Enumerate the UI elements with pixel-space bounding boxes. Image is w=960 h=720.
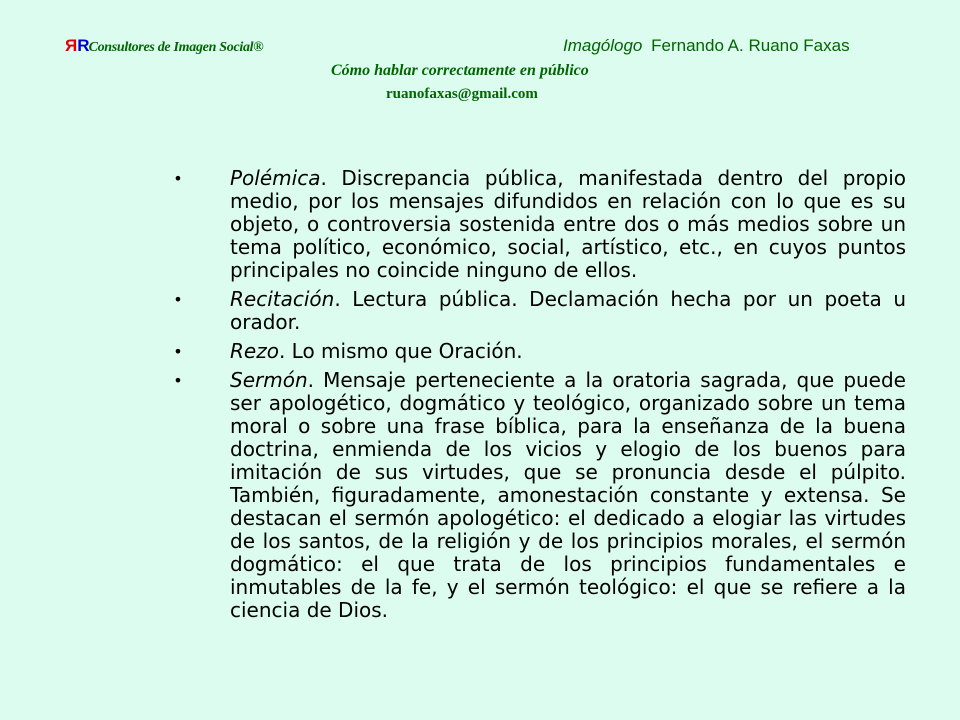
author-header [563,35,850,57]
glossary-entry-recitacion [168,288,906,334]
entry-definition: . Lectura pública. Declamación hecha por un poeta u orador. [230,287,906,334]
glossary-entry-polemica [168,167,906,282]
entry-definition: . Mensaje perteneciente a la oratoria sagrada, que puede ser apologético, dogmático y teológico, organizado sobre un tema moral o sobre una frase bíblica, para la enseñanza de la buena doctrina, enmienda de los vicios y elogio de los buenos para imitación de sus virtudes, que se pronuncia desde el púlpito. También, figuradamente, amonestación constante y extensa. Se destacan el sermón apologético: el dedicado a elogiar las virtudes de los santos, de la religión y de los principios morales, el sermón dogmático: el que trata de los principios fundamentales e inmutables de la fe, y el sermón teológico: el que se refiere a la ciencia de Dios. [230,368,906,622]
entry-term: Polémica [230,166,321,190]
glossary-entry-sermon [168,369,906,622]
entry-term: Recitación [230,287,335,311]
company-header [66,36,263,58]
author-name: Fernando A. Ruano Faxas [651,36,850,55]
entry-term: Rezo [230,339,279,363]
entry-definition: . Discrepancia pública, manifestada dentro del propio medio, por los mensajes difundidos en relación con lo que es su objeto, o controversia sostenida entre dos o más medios sobre un tema político, económico, social, artístico, etc., en cuyos puntos principales no coincide ninguno de ellos. [230,166,906,282]
company-logo [66,36,89,55]
bullet-icon: • [173,371,183,390]
bullet-icon: • [173,169,183,188]
entry-term: Sermón [230,368,308,392]
logo-letter-mirrored: R [66,36,78,55]
bullet-icon: • [173,290,183,309]
company-name: Consultores de Imagen Social® [88,40,264,55]
page-subtitle: Cómo hablar correctamente en público [331,62,589,79]
entry-definition: . Lo mismo que Oración. [278,339,523,363]
logo-letter: R [77,36,89,55]
glossary-list [168,167,906,628]
glossary-entry-rezo [168,340,906,363]
bullet-icon: • [173,342,183,361]
author-role: Imagólogo [563,36,643,55]
contact-email: ruanofaxas@gmail.com [386,86,538,102]
